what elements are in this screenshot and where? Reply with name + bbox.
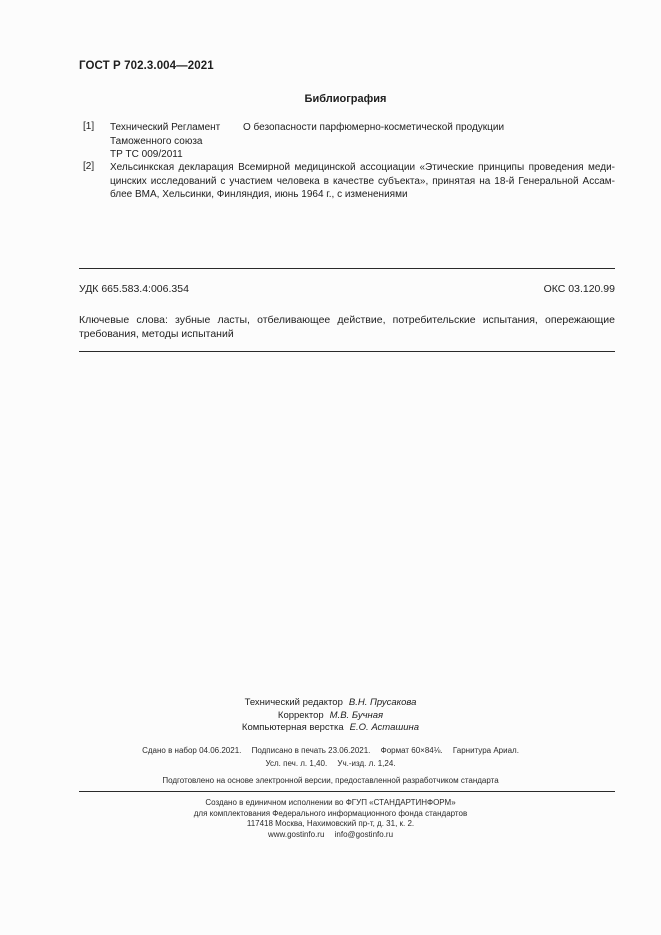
entry-title-line: Таможенного союза (110, 135, 203, 147)
publisher-line: для комплектования Федерального информационного фонда стандартов (193, 808, 468, 818)
document-code: ГОСТ Р 702.3.004—2021 (79, 60, 214, 72)
print-info-line-1 (0, 744, 661, 757)
keywords: Ключевые слова: зубные ласты, отбеливающее действие, потребительские испытания, опережающие требования, методы испытаний (79, 314, 615, 340)
signed-date: Подписано в печать 23.06.2021. (251, 746, 371, 755)
entry-title-line: Технический Регламент (110, 122, 221, 133)
format: Формат 60×84⅛. (380, 746, 443, 755)
divider (79, 351, 615, 352)
entry-title-line: ТР ТС 009/2011 (110, 149, 183, 160)
divider (79, 268, 615, 269)
print-info-line-2 (0, 757, 661, 770)
oks-code: ОКС 03.120.99 (543, 283, 615, 295)
publisher-sheets: Уч.-изд. л. 1,24. (337, 759, 396, 768)
credit-row (0, 710, 661, 723)
entry-description: О безопасности парфюмерно-косметической продукции (243, 122, 505, 133)
email-link[interactable]: info@gostinfo.ru (334, 829, 394, 839)
editorial-credits (0, 697, 661, 735)
credit-row (0, 722, 661, 735)
publisher-line: Создано в единичном исполнении во ФГУП «СТАНДАРТИНФОРМ» (205, 798, 456, 807)
publisher-info (0, 798, 661, 840)
section-title-bibliography: Библиография (304, 93, 387, 105)
website-link[interactable]: www.gostinfo.ru (267, 829, 325, 839)
prepared-note: Подготовлено на основе электронной версии, предоставленной разработчиком стандарта (162, 776, 499, 785)
credit-role: Компьютерная верстка (241, 722, 344, 733)
print-sheets: Усл. печ. л. 1,40. (265, 759, 328, 768)
entry-number: [1] (83, 121, 95, 132)
credit-person: М.В. Бучная (329, 709, 384, 721)
credit-role: Корректор (277, 709, 324, 721)
credit-person: В.Н. Прусакова (348, 697, 417, 708)
entry-number: [2] (83, 161, 95, 172)
entry-text: Хельсинкская декларация Всемирной медицинской ассоциации «Этические принципы проведения меди-цинских исследований с участием человека в качестве субъекта», принятая на 18-й Генеральной Ассам-блее ВМА, Хельсинки, Финляндия, июнь 1964 г., с изменениями (110, 162, 615, 200)
entry-title (110, 121, 240, 162)
typeface: Гарнитура Ариал. (452, 746, 519, 755)
credit-person: Е.О. Асташина (349, 722, 420, 733)
divider (79, 791, 615, 792)
typeset-date: Сдано в набор 04.06.2021. (142, 746, 242, 755)
credit-role: Технический редактор (244, 697, 343, 708)
publisher-contacts (0, 830, 661, 841)
print-info (0, 744, 661, 770)
udk-code: УДК 665.583.4:006.354 (79, 283, 189, 295)
publisher-address: 117418 Москва, Нахимовский пр-т, д. 31, к. 2. (246, 819, 415, 828)
credit-row (0, 697, 661, 710)
